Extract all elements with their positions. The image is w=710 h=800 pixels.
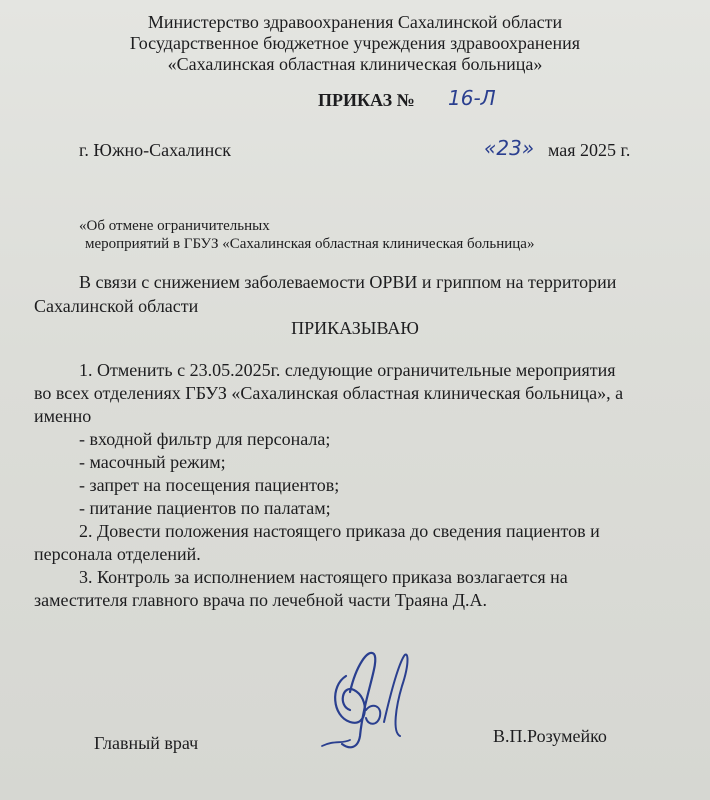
header-institution-type: Государственное бюджетное учреждения здравоохранения: [129, 33, 581, 53]
order-title: ПРИКАЗ №: [318, 90, 415, 110]
item3-line-2: заместителя главного врача по лечебной части Траяна Д.А.: [34, 590, 487, 610]
item2-line-2: персонала отделений.: [34, 544, 201, 564]
list-item: - питание пациентов по палатам;: [79, 498, 331, 518]
order-number: 16-Л: [448, 86, 496, 110]
order-word: ПРИКАЗЫВАЮ: [291, 318, 419, 338]
city-line: г. Южно-Сахалинск: [79, 140, 232, 160]
date-day: «23»: [484, 136, 535, 160]
subject-line-1: «Об отмене ограничительных: [79, 218, 270, 234]
item2-line-1: 2. Довести положения настоящего приказа до сведения пациентов и: [79, 521, 600, 541]
signatory-name: В.П.Розумейко: [493, 726, 607, 746]
signatory-position: Главный врач: [94, 733, 199, 753]
preamble-line-2: Сахалинской области: [34, 296, 199, 316]
item3-line-1: 3. Контроль за исполнением настоящего приказа возлагается на: [79, 567, 568, 587]
item1-line-2: во всех отделениях ГБУЗ «Сахалинская областная клиническая больница», а: [34, 383, 624, 403]
list-item: - запрет на посещения пациентов;: [79, 475, 340, 495]
subject-line-2: мероприятий в ГБУЗ «Сахалинская областная клиническая больница»: [85, 236, 535, 252]
header-hospital-name: «Сахалинская областная клиническая больница»: [167, 54, 543, 74]
list-item: - входной фильтр для персонала;: [79, 429, 331, 449]
item1-line-1: 1. Отменить с 23.05.2025г. следующие ограничительные мероприятия: [79, 360, 616, 380]
list-item: - масочный режим;: [79, 452, 226, 472]
preamble-line-1: В связи с снижением заболеваемости ОРВИ и гриппом на территории: [79, 272, 617, 292]
item1-line-3: именно: [34, 406, 92, 426]
header-ministry: Министерство здравоохранения Сахалинской области: [147, 12, 563, 32]
handwritten-signature: [320, 636, 416, 760]
date-month-year: мая 2025 г.: [548, 140, 631, 160]
